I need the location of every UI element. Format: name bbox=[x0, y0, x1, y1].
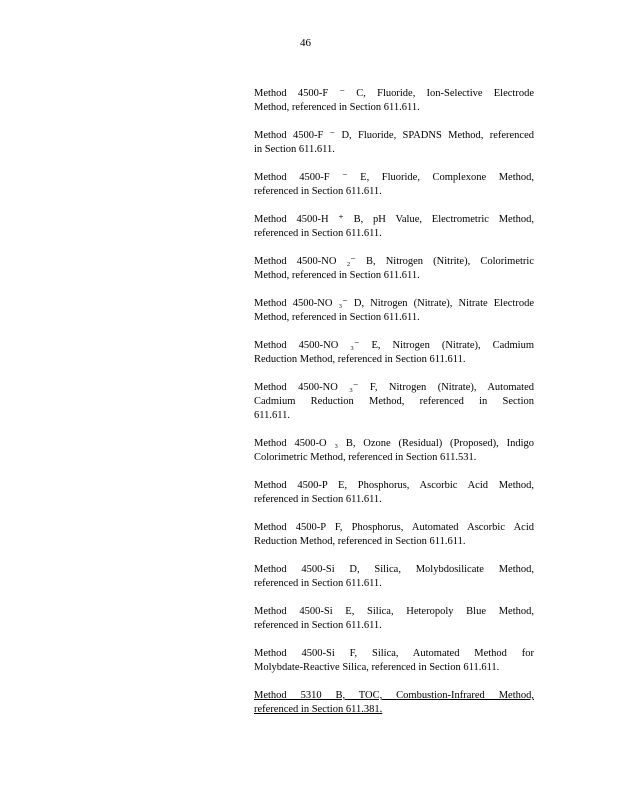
method-reference-entry bbox=[254, 339, 534, 367]
method-reference-entry bbox=[254, 381, 534, 423]
entry-line: referenced in Section 611.611. bbox=[254, 186, 382, 197]
method-reference-entry bbox=[254, 171, 534, 199]
entry-line: Method, referenced in Section 611.611. bbox=[254, 270, 420, 281]
entry-line: Method 4500-NO ₃⁻ E, Nitrogen (Nitrate), Cadmium bbox=[254, 340, 534, 351]
entry-line: Method 4500-Si F, Silica, Automated Method for bbox=[254, 648, 534, 659]
entry-line: Method 4500-F ⁻ E, Fluoride, Complexone Method, bbox=[254, 172, 534, 183]
entry-line: Method 5310 B, TOC, Combustion-Infrared Method, bbox=[254, 690, 534, 701]
method-reference-entry bbox=[254, 563, 534, 591]
entry-line: Method 4500-NO ₂⁻ B, Nitrogen (Nitrite), Colorimetric bbox=[254, 256, 534, 267]
entry-line: 611.611. bbox=[254, 410, 290, 421]
entry-line: Method 4500-P F, Phosphorus, Automated Ascorbic Acid bbox=[254, 522, 534, 533]
entry-line: Method, referenced in Section 611.611. bbox=[254, 102, 420, 113]
entry-line: Colorimetric Method, referenced in Section 611.531. bbox=[254, 452, 477, 463]
entry-line: referenced in Section 611.381. bbox=[254, 704, 383, 715]
method-reference-list bbox=[254, 87, 534, 731]
page-number: 46 bbox=[300, 37, 311, 49]
method-reference-entry bbox=[254, 605, 534, 633]
entry-line: Method 4500-NO ₃⁻ F, Nitrogen (Nitrate), Automated bbox=[254, 382, 534, 393]
method-reference-entry bbox=[254, 213, 534, 241]
method-reference-entry bbox=[254, 647, 534, 675]
entry-line: referenced in Section 611.611. bbox=[254, 494, 382, 505]
entry-line: Reduction Method, referenced in Section 611.611. bbox=[254, 536, 466, 547]
entry-line: referenced in Section 611.611. bbox=[254, 228, 382, 239]
entry-line: Method 4500-O ₃ B, Ozone (Residual) (Proposed), Indigo bbox=[254, 438, 534, 449]
entry-line: in Section 611.611. bbox=[254, 144, 335, 155]
method-reference-entry bbox=[254, 689, 534, 717]
method-reference-entry bbox=[254, 255, 534, 283]
entry-line: Method 4500-F ⁻ C, Fluoride, Ion-Selective Electrode bbox=[254, 88, 534, 99]
entry-line: Method 4500-Si E, Silica, Heteropoly Blue Method, bbox=[254, 606, 534, 617]
entry-line: Method 4500-NO ₃⁻ D, Nitrogen (Nitrate), Nitrate Electrode bbox=[254, 298, 534, 309]
method-reference-entry bbox=[254, 129, 534, 157]
method-reference-entry bbox=[254, 87, 534, 115]
entry-line: referenced in Section 611.611. bbox=[254, 578, 382, 589]
entry-line: Method 4500-H ⁺ B, pH Value, Electrometric Method, bbox=[254, 214, 534, 225]
method-reference-entry bbox=[254, 297, 534, 325]
entry-line: Method 4500-P E, Phosphorus, Ascorbic Acid Method, bbox=[254, 480, 534, 491]
entry-line: Cadmium Reduction Method, referenced in Section bbox=[254, 396, 534, 407]
method-reference-entry bbox=[254, 437, 534, 465]
entry-line: Method 4500-Si D, Silica, Molybdosilicate Method, bbox=[254, 564, 534, 575]
entry-line: Reduction Method, referenced in Section 611.611. bbox=[254, 354, 466, 365]
method-reference-entry bbox=[254, 479, 534, 507]
entry-line: Molybdate-Reactive Silica, referenced in Section 611.611. bbox=[254, 662, 500, 673]
method-reference-entry bbox=[254, 521, 534, 549]
entry-line: referenced in Section 611.611. bbox=[254, 620, 382, 631]
entry-line: Method, referenced in Section 611.611. bbox=[254, 312, 420, 323]
entry-line: Method 4500-F ⁻ D, Fluoride, SPADNS Method, referenced bbox=[254, 130, 534, 141]
